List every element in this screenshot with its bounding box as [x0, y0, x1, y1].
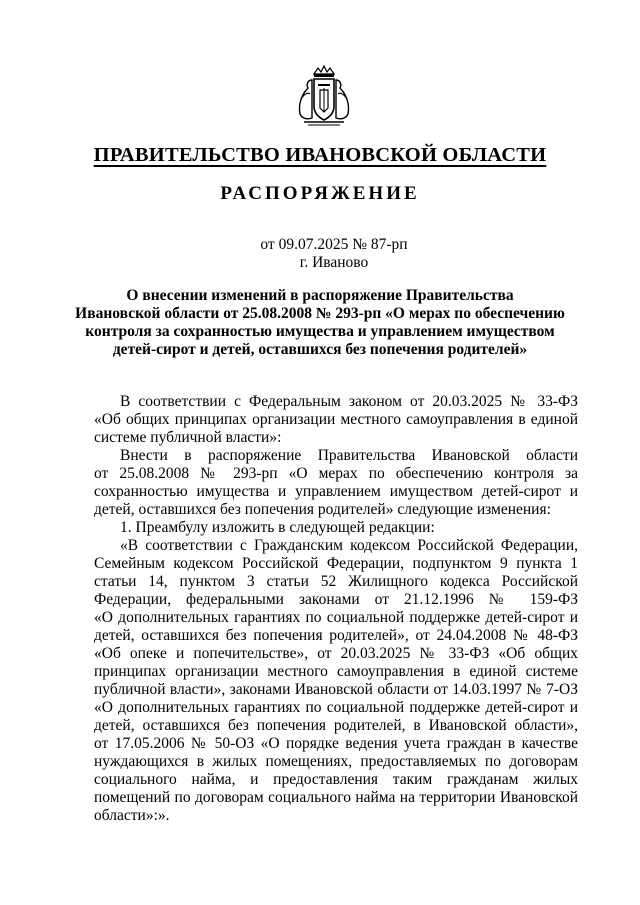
- coat-of-arms-icon: [296, 64, 352, 128]
- document-title-line: О внесении изменений в распоряжение Правительства: [126, 287, 514, 304]
- document-type: РАСПОРЯЖЕНИЕ: [220, 183, 420, 204]
- body-line: от 17.05.2006 № 50-ОЗ «О порядке ведения учета граждан в качестве: [94, 735, 578, 752]
- body-line: социального найма, и предоставления таким гражданам жилых: [94, 771, 578, 788]
- body-line: 1. Преамбулу изложить в следующей редакции:: [120, 519, 435, 536]
- document-date-number: от 09.07.2025 № 87-рп: [260, 236, 408, 253]
- document-title-line: контроля за сохранностью имущества и управлением имуществом: [85, 323, 555, 340]
- body-line: статьи 14, пунктом 3 статьи 52 Жилищного кодекса Российской: [94, 573, 578, 590]
- document-title-line: детей-сирот и детей, оставшихся без попечения родителей»: [112, 341, 528, 358]
- body-line: области»:».: [94, 807, 170, 824]
- document-title-line: Ивановской области от 25.08.2008 № 293-рп «О мерах по обеспечению: [75, 305, 565, 322]
- body-line: детей, оставшихся без попечения родителей, в Ивановской области»,: [94, 717, 578, 734]
- body-line: публичной власти», законами Ивановской области от 14.03.1997 № 7-ОЗ: [94, 681, 578, 698]
- body-line: от 25.08.2008 № 293-рп «О мерах по обеспечению контроля за: [94, 465, 578, 482]
- body-line: нуждающихся в жилых помещениях, предоставляемых по договорам: [94, 753, 578, 770]
- body-line: детей, оставшихся без попечения родителей» следующие изменения:: [94, 501, 551, 518]
- body-line: принципах организации местного самоуправления в единой системе: [94, 663, 578, 680]
- document-city: г. Иваново: [299, 254, 369, 271]
- body-line: «Об опеке и попечительстве», от 20.03.2025 № 33-ФЗ «Об общих: [94, 645, 578, 662]
- body-line: «О дополнительных гарантиях по социальной поддержке детей-сирот и: [94, 699, 578, 716]
- body-line: системе публичной власти»:: [94, 429, 282, 446]
- body-line: «Об общих принципах организации местного самоуправления в единой: [94, 411, 578, 428]
- body-line: сохранностью имущества и управлением имуществом детей-сирот и: [94, 483, 578, 500]
- body-line: детей, оставшихся без попечения родителей», от 24.04.2008 № 48-ФЗ: [94, 627, 578, 644]
- body-line: В соответствии с Федеральным законом от 20.03.2025 № 33-ФЗ: [120, 393, 578, 410]
- body-line: Федерации, федеральными законами от 21.12.1996 № 159-ФЗ: [94, 591, 578, 608]
- body-line: помещений по договорам социального найма на территории Ивановской: [94, 789, 578, 806]
- body-line: Внести в распоряжение Правительства Ивановской области: [120, 447, 578, 464]
- body-line: Семейным кодексом Российской Федерации, подпунктом 9 пункта 1: [94, 555, 578, 572]
- body-line: «В соответствии с Гражданским кодексом Российской Федерации,: [120, 537, 578, 554]
- organization-name: ПРАВИТЕЛЬСТВО ИВАНОВСКОЙ ОБЛАСТИ: [93, 144, 547, 166]
- body-line: «О дополнительных гарантиях по социальной поддержке детей-сирот и: [94, 609, 578, 626]
